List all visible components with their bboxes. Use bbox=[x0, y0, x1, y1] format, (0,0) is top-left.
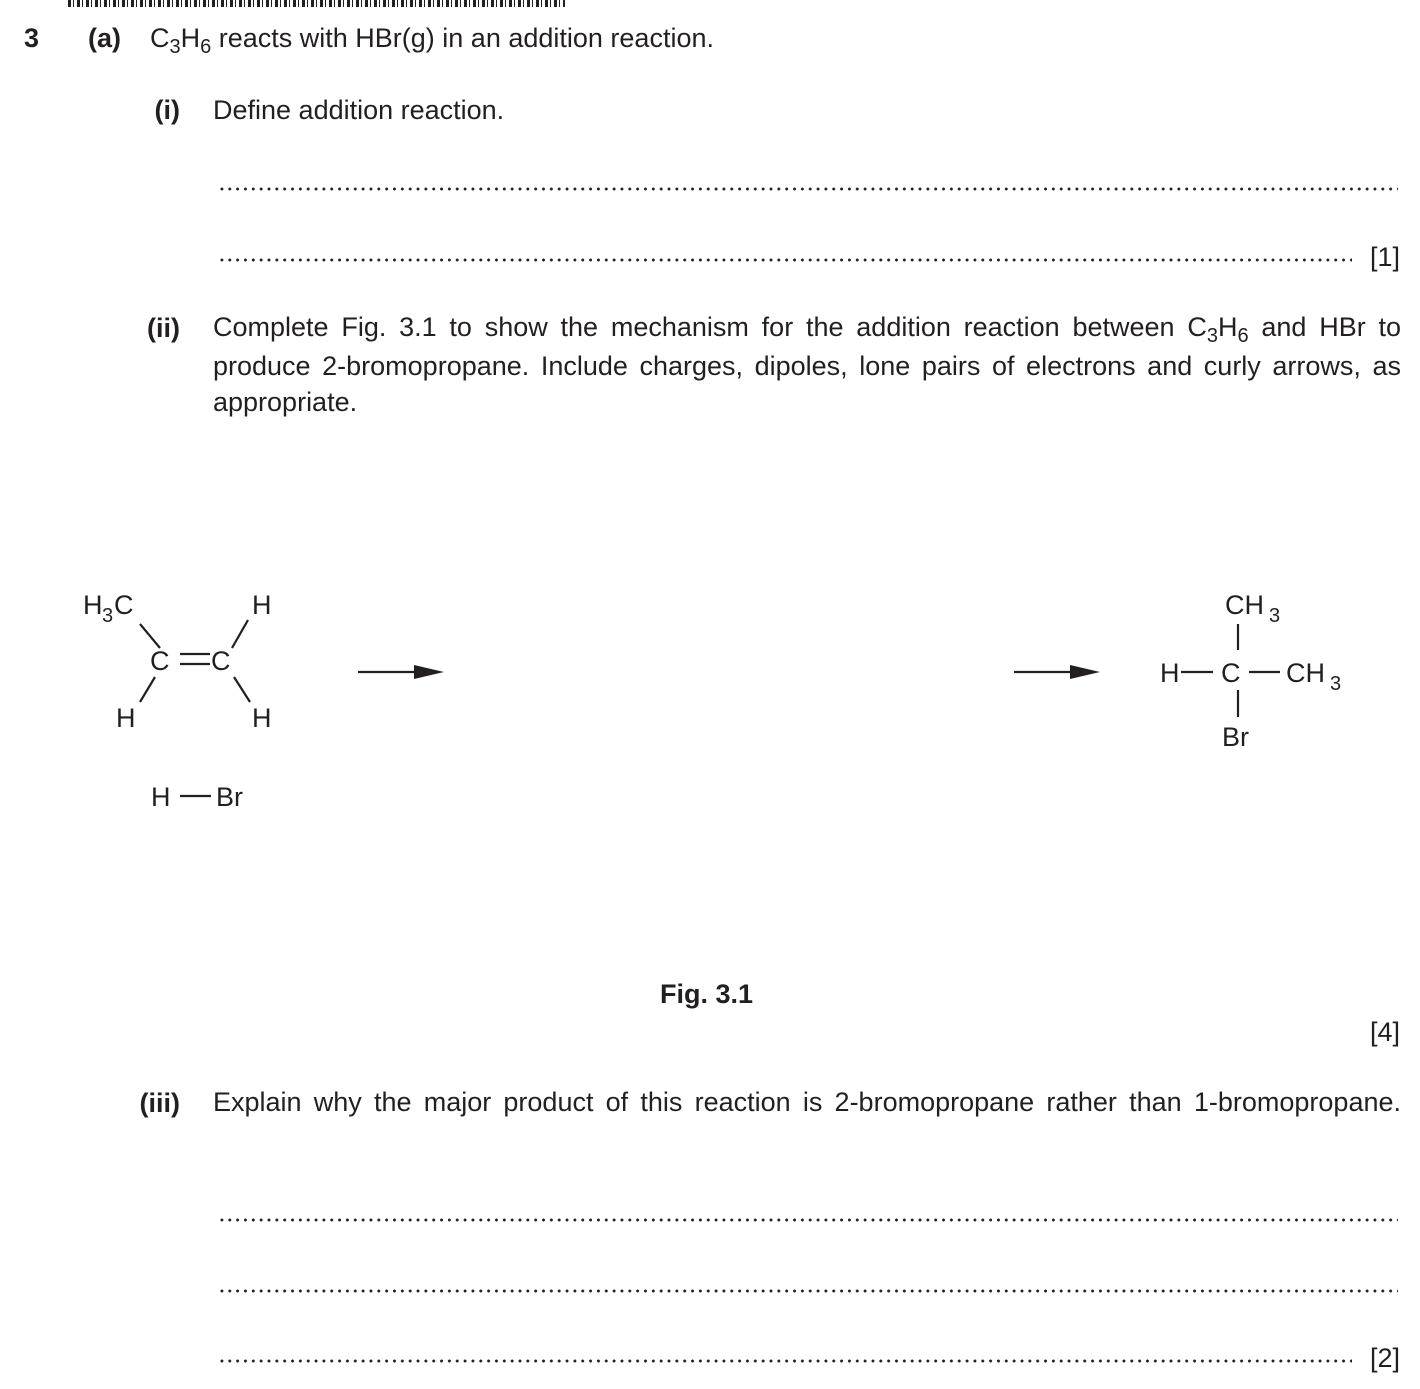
svg-text:H: H bbox=[151, 782, 171, 812]
part-a-label: (a) bbox=[88, 23, 121, 53]
svg-text:3: 3 bbox=[102, 605, 114, 627]
svg-text:H: H bbox=[252, 590, 272, 620]
svg-text:C: C bbox=[114, 590, 134, 620]
svg-text:Br: Br bbox=[216, 782, 243, 812]
part-i-question: Define addition reaction. bbox=[213, 95, 505, 125]
svg-text:CH: CH bbox=[1286, 658, 1325, 688]
mark-allocation: [4] bbox=[1369, 1017, 1400, 1047]
part-ii-question: Complete Fig. 3.1 to show the mechanism for the addition reaction between $C_3H_6$ and HBr to produce 2-bromopropane. Include charges, dipoles, lone pairs of electrons and curly arrows, as appropriate. bbox=[213, 312, 1401, 417]
propene-structure bbox=[83, 590, 272, 733]
part-a-stem: $C_3H_6$ reacts with HBr(g) in an addition reaction. bbox=[150, 23, 714, 58]
answer-line[interactable] bbox=[218, 1358, 1352, 1364]
question-number: 3 bbox=[24, 23, 40, 53]
answer-line[interactable] bbox=[218, 1217, 1398, 1223]
answer-line[interactable] bbox=[218, 1288, 1398, 1294]
svg-text:H: H bbox=[1160, 658, 1180, 688]
svg-text:C: C bbox=[1221, 658, 1241, 688]
mark-allocation: [2] bbox=[1369, 1343, 1400, 1373]
2-bromopropane-structure bbox=[1160, 590, 1341, 752]
svg-text:H: H bbox=[252, 703, 272, 733]
mark-allocation: [1] bbox=[1369, 242, 1400, 272]
part-iii-label: (iii) bbox=[139, 1088, 180, 1118]
reaction-arrow-2 bbox=[1014, 665, 1100, 679]
figure-caption: Fig. 3.1 bbox=[660, 979, 754, 1009]
svg-text:H: H bbox=[83, 590, 103, 620]
hbr-structure bbox=[151, 782, 243, 812]
svg-text:H: H bbox=[116, 703, 136, 733]
part-ii-label: (ii) bbox=[147, 313, 180, 343]
part-i-label: (i) bbox=[154, 95, 180, 125]
svg-text:C: C bbox=[211, 646, 231, 676]
part-iii-question: Explain why the major product of this reaction is 2-bromopropane rather than 1-bromopropane. bbox=[213, 1087, 1401, 1117]
svg-text:Br: Br bbox=[1222, 722, 1249, 752]
svg-text:C: C bbox=[150, 646, 170, 676]
svg-text:3: 3 bbox=[1269, 605, 1281, 627]
svg-text:CH: CH bbox=[1225, 590, 1264, 620]
reaction-arrow-1 bbox=[358, 665, 444, 679]
svg-text:3: 3 bbox=[1330, 673, 1342, 695]
